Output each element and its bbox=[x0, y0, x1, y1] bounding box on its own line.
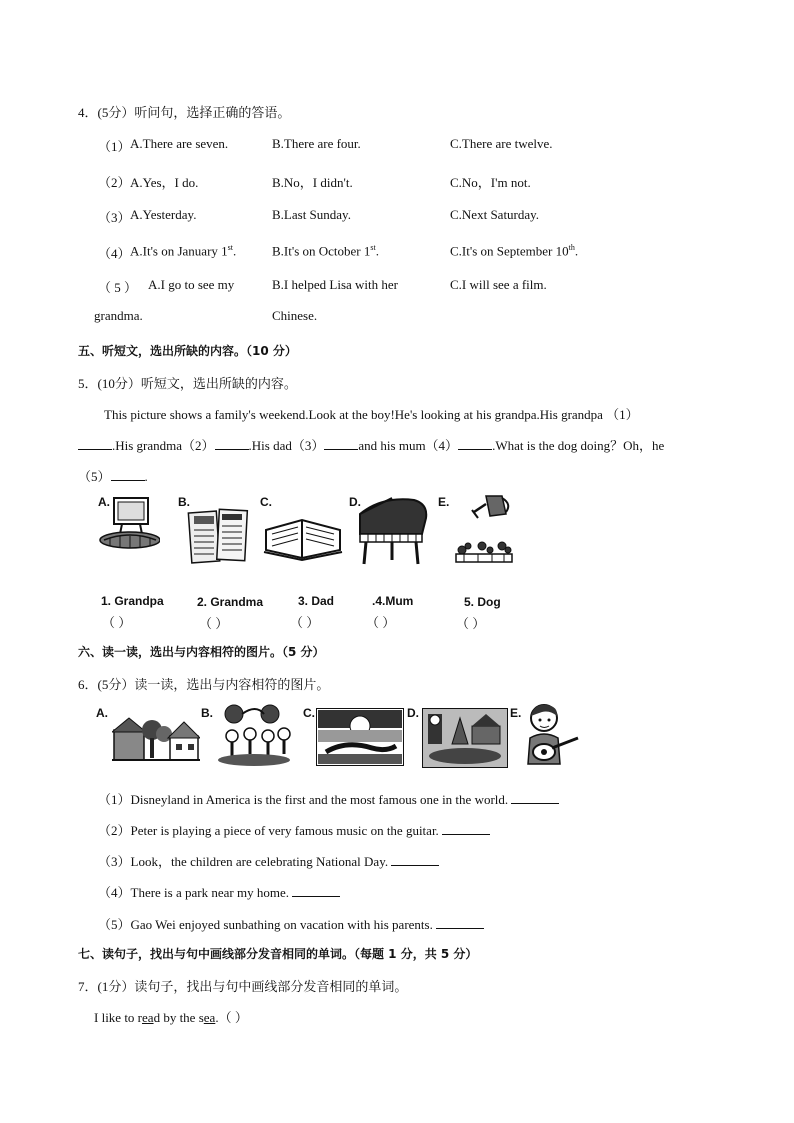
q5-label-mum: .4.Mum bbox=[372, 594, 414, 608]
q4-title: 4．(5分）听问句，选择正确的答语。 bbox=[78, 105, 291, 120]
q6-blank-5[interactable] bbox=[436, 917, 484, 929]
q4-row5-b2: Chinese. bbox=[272, 308, 318, 323]
sec6-header: 六、读一读，选出与内容相符的图片。（5 分） bbox=[78, 645, 325, 659]
q5-label-grandma: 2. Grandma bbox=[197, 595, 264, 609]
q4-row5-a2: grandma. bbox=[94, 308, 143, 323]
sec7-header: 七、读句子，找出与句中画线部分发音相同的单词。（每题 1 分，共 5 分） bbox=[78, 947, 478, 961]
q5-picture-c-book-icon bbox=[262, 510, 344, 562]
q4-row1-num: （1） bbox=[98, 139, 131, 154]
q4-row4-b: B.It's on October 1st. bbox=[272, 243, 379, 259]
q5-blank-3[interactable] bbox=[324, 438, 358, 450]
q5-passage-line2: .His grandma（2） .His dad（3） and his mum（4） .What is the dog doing？Oh，he bbox=[78, 435, 664, 454]
q5-picture-a-tv-icon bbox=[96, 494, 160, 554]
q5-pic-letter-d: D. bbox=[349, 495, 361, 509]
q6-blank-1[interactable] bbox=[511, 792, 559, 804]
q6-title: 6．(5分）读一读，选出与内容相符的图片。 bbox=[78, 677, 330, 692]
q4-row2-a: A.Yes，I do. bbox=[130, 175, 199, 190]
q5-answer-2[interactable]: （ ） bbox=[199, 616, 229, 631]
q4-row4-a: A.It's on January 1st. bbox=[130, 243, 237, 259]
q4-row5-a1: A.I go to see my bbox=[148, 277, 235, 292]
q6-item-1: （1）Disneyland in America is the first and the most famous one in the world. bbox=[98, 789, 559, 808]
q4-row3-a: A.Yesterday. bbox=[130, 207, 197, 222]
q5-answer-5[interactable]: （ ） bbox=[456, 616, 486, 631]
q6-pic-letter-d: D. bbox=[407, 706, 419, 720]
q6-pic-letter-a: A. bbox=[96, 706, 108, 720]
q5-answer-1[interactable]: （ ） bbox=[102, 615, 132, 630]
q4-row2-b: B.No，I didn't. bbox=[272, 175, 353, 190]
q5-title: 5．(10分）听短文，选出所缺的内容。 bbox=[78, 376, 297, 391]
q6-picture-e-boy-guitar-icon bbox=[522, 702, 582, 768]
q5-passage-line1: This picture shows a family's weekend.Look at the boy!He's looking at his grandpa.His grandpa （1） bbox=[104, 407, 639, 422]
q4-row1-b: B.There are four. bbox=[272, 136, 361, 151]
q5-label-dog: 5. Dog bbox=[464, 595, 501, 609]
q6-picture-a-park-icon bbox=[112, 714, 200, 762]
q6-blank-4[interactable] bbox=[292, 885, 340, 897]
q4-row4-num: （4） bbox=[98, 246, 131, 261]
q6-item-4: （4）There is a park near my home. bbox=[98, 882, 340, 901]
q4-row2-num: （2） bbox=[98, 175, 131, 190]
q6-picture-c-beach-sunbathing-icon bbox=[316, 708, 404, 766]
q4-row4-c: C.It's on September 10th. bbox=[450, 243, 579, 259]
q6-item-5: （5）Gao Wei enjoyed sunbathing on vacation with his parents. bbox=[98, 914, 484, 933]
q6-pic-letter-c: C. bbox=[303, 706, 315, 720]
q5-blank-4[interactable] bbox=[458, 438, 492, 450]
q7-sentence: I like to read by the sea.（ ） bbox=[94, 1010, 248, 1025]
q4-row2-c: C.No，I'm not. bbox=[450, 175, 531, 190]
q5-label-grandpa: 1. Grandpa bbox=[101, 594, 164, 608]
q5-blank-1[interactable] bbox=[78, 438, 112, 450]
q5-label-dad: 3. Dad bbox=[298, 594, 335, 608]
q6-blank-2[interactable] bbox=[442, 823, 490, 835]
q5-pic-letter-b: B. bbox=[178, 495, 190, 509]
q6-picture-b-children-celebrating-icon bbox=[212, 702, 298, 768]
q6-picture-d-disneyland-icon bbox=[422, 708, 508, 768]
q6-item-3: （3）Look，the children are celebrating National Day. bbox=[98, 851, 439, 870]
q4-row3-b: B.Last Sunday. bbox=[272, 207, 351, 222]
q7-underline-1: ea bbox=[142, 1010, 154, 1025]
q5-answer-3[interactable]: （ ） bbox=[290, 615, 320, 630]
q5-answer-4[interactable]: （ ） bbox=[366, 615, 396, 630]
q4-row1-a: A.There are seven. bbox=[130, 136, 229, 151]
q5-passage-line3: （5） . bbox=[78, 469, 148, 484]
q5-picture-d-piano-icon bbox=[352, 494, 430, 566]
q7-underline-2: ea bbox=[203, 1010, 216, 1025]
q4-row1-c: C.There are twelve. bbox=[450, 136, 553, 151]
q4-row3-c: C.Next Saturday. bbox=[450, 207, 540, 222]
q5-pic-letter-e: E. bbox=[438, 495, 450, 509]
q5-picture-e-watering-plants-icon bbox=[450, 490, 516, 568]
q4-row5-c: C.I will see a film. bbox=[450, 277, 547, 292]
q6-item-2: （2）Peter is playing a piece of very famous music on the guitar. bbox=[98, 820, 490, 839]
q5-picture-b-newspaper-icon bbox=[186, 506, 250, 566]
q5-blank-5[interactable] bbox=[111, 469, 145, 481]
q5-blank-2[interactable] bbox=[215, 438, 249, 450]
q6-blank-3[interactable] bbox=[391, 854, 439, 866]
q5-pic-letter-c: C. bbox=[260, 495, 272, 509]
q5-pic-letter-a: A. bbox=[98, 495, 110, 509]
q4-row5-num: （ 5 ） bbox=[98, 280, 138, 295]
sec5-header: 五、听短文，选出所缺的内容。（10 分） bbox=[78, 344, 297, 358]
q6-pic-letter-e: E. bbox=[510, 706, 522, 720]
q4-row5-b1: B.I helped Lisa with her bbox=[272, 277, 398, 292]
q6-pic-letter-b: B. bbox=[201, 706, 213, 720]
q7-title: 7．(1分）读句子，找出与句中画线部分发音相同的单词。 bbox=[78, 979, 408, 994]
q4-row3-num: （3） bbox=[98, 210, 131, 225]
